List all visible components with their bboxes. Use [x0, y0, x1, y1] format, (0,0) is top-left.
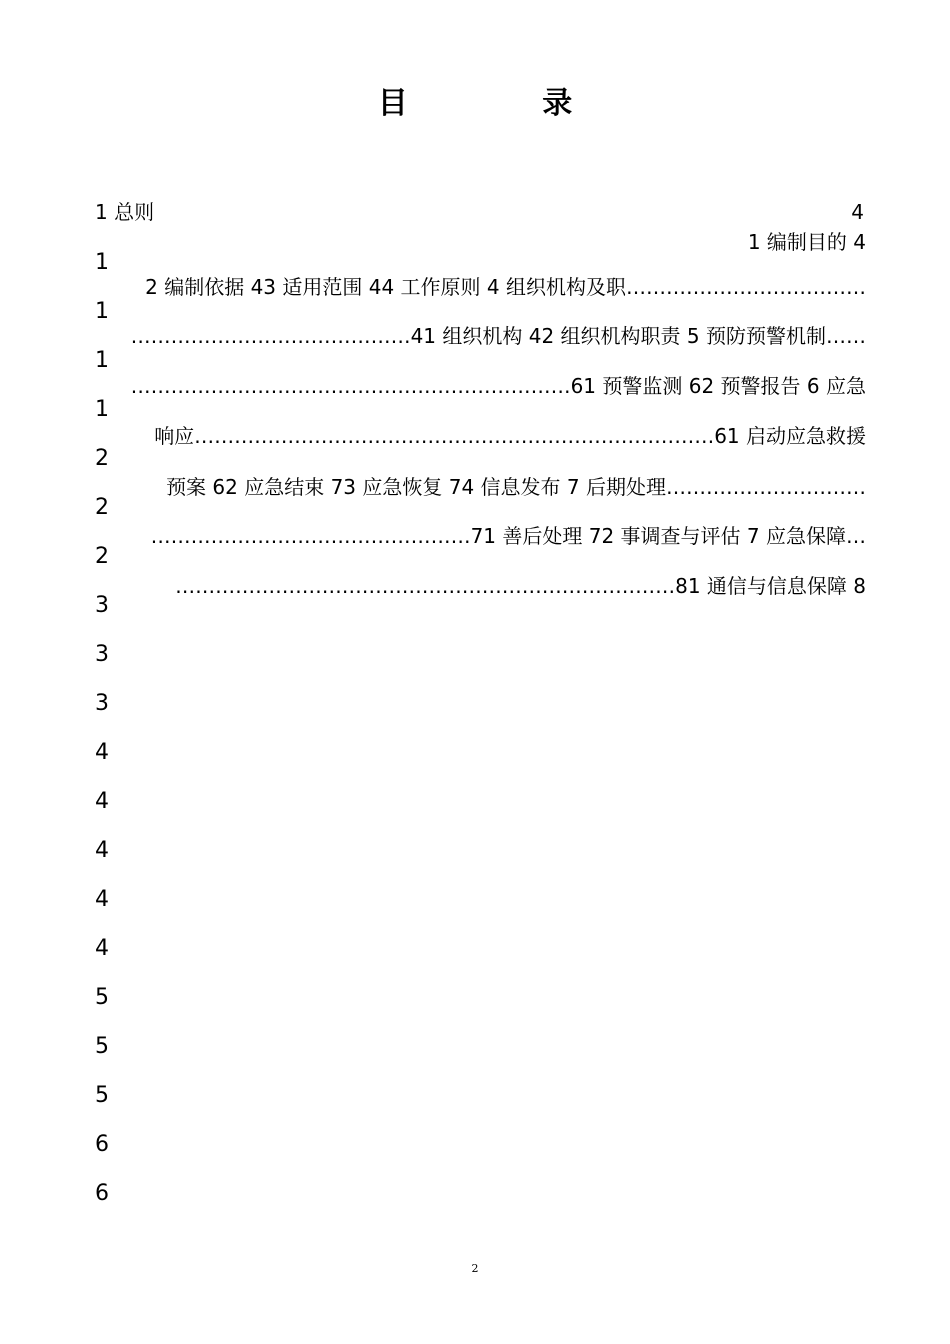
toc-entry-general[interactable]: 1 总则 — [95, 200, 155, 224]
left-column-number: 3 — [95, 593, 109, 618]
left-column-number: 6 — [95, 1132, 109, 1157]
left-column-number: 4 — [95, 838, 109, 863]
toc-line-5[interactable]: 响应……………………………………………………………………61 启动应急救援 — [154, 424, 866, 448]
toc-line-3[interactable]: ……………………………………41 组织机构 42 组织机构职责 5 预防预警机制…… — [130, 324, 866, 348]
toc-line-7[interactable]: …………………………………………71 善后处理 72 事调查与评估 7 应急保障… — [150, 524, 866, 548]
left-column-number: 3 — [95, 691, 109, 716]
left-column-number: 4 — [95, 936, 109, 961]
page-number: 2 — [471, 1262, 479, 1275]
toc-line-1[interactable]: 1 编制目的 4 — [747, 230, 866, 254]
left-column-number: 1 — [95, 299, 109, 324]
left-column-number: 4 — [95, 887, 109, 912]
toc-line-4[interactable]: …………………………………………………………61 预警监测 62 预警报告 6 应急 — [130, 374, 866, 398]
left-column-number: 2 — [95, 446, 109, 471]
page-title: 目 录 — [377, 86, 635, 121]
left-column-number: 5 — [95, 1034, 109, 1059]
toc-line-8[interactable]: …………………………………………………………………81 通信与信息保障 8 — [175, 574, 866, 598]
left-column-number: 1 — [95, 348, 109, 373]
toc-line-6[interactable]: 预案 62 应急结束 73 应急恢复 74 信息发布 7 后期处理………………………… — [166, 475, 866, 499]
left-column-number: 3 — [95, 642, 109, 667]
left-column-number: 2 — [95, 495, 109, 520]
toc-line-2[interactable]: 2 编制依据 43 适用范围 44 工作原则 4 组织机构及职……………………………… — [145, 275, 866, 299]
left-column-number: 5 — [95, 1083, 109, 1108]
left-column-number: 1 — [95, 397, 109, 422]
left-column-number: 2 — [95, 544, 109, 569]
left-column-number: 1 — [95, 250, 109, 275]
left-column-number: 4 — [95, 740, 109, 765]
toc-page-general: 4 — [851, 200, 864, 224]
left-column-number: 4 — [95, 789, 109, 814]
left-column-number: 6 — [95, 1181, 109, 1206]
left-column-number: 5 — [95, 985, 109, 1010]
